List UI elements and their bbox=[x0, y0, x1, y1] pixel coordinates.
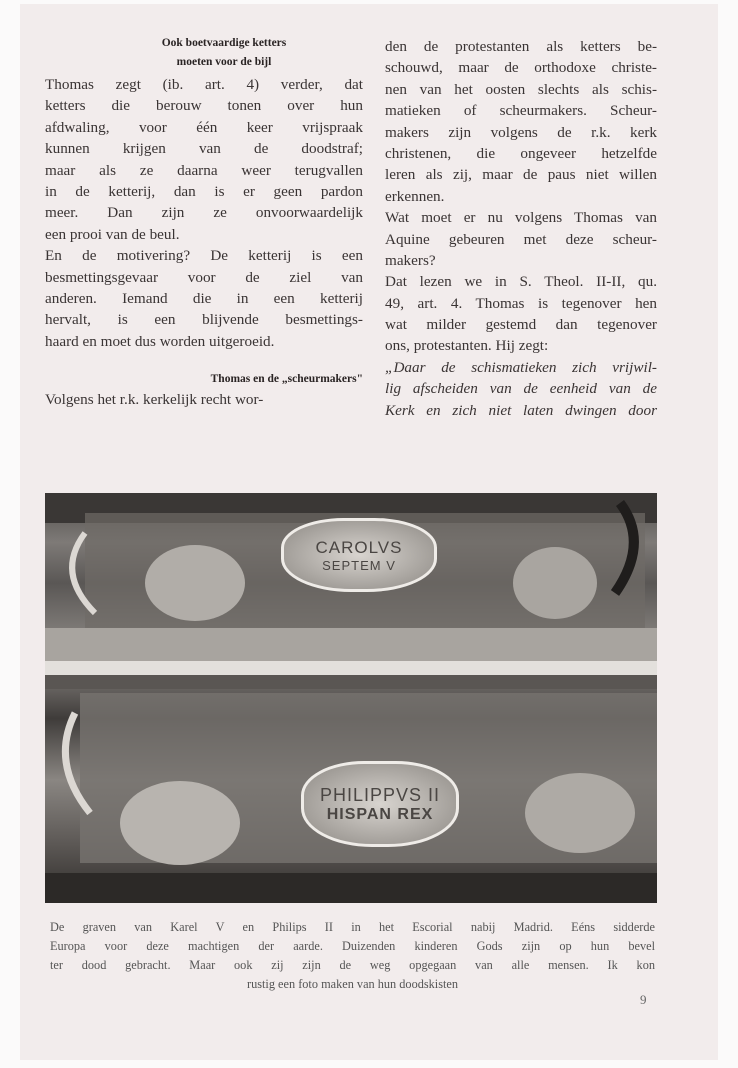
photo-caption bbox=[50, 918, 655, 994]
text-line: En de motivering? De ketterij is een bbox=[45, 247, 363, 265]
text-line: nen van het oosten slechts als schis- bbox=[385, 80, 657, 98]
text-line: „Daar de schismatieken zich vrijwil- bbox=[385, 358, 657, 376]
text-line: christenen, die ongeveer hetzelfde bbox=[385, 144, 657, 162]
caption-line: rustig een foto maken van hun doodskisten bbox=[246, 977, 459, 991]
text-line: Dat lezen we in S. Theol. II-II, qu. bbox=[385, 273, 657, 291]
text-line: haard en moet dus worden uitgeroeid. bbox=[45, 332, 275, 350]
text-line: een prooi van de beul. bbox=[45, 225, 180, 243]
page-number: 9 bbox=[640, 992, 647, 1007]
text-line: kunnen krijgen van de doodstraf; bbox=[45, 140, 363, 158]
tomb-photo bbox=[45, 493, 657, 903]
section-heading: Thomas en de „scheurmakers" bbox=[210, 373, 363, 386]
text-line: ons, protestanten. Hij zegt: bbox=[385, 337, 549, 355]
right-column bbox=[385, 36, 657, 421]
text-line: Wat moet er nu volgens Thomas van bbox=[385, 209, 657, 227]
inscription-carolus: CAROLVS SEPTEM V bbox=[281, 518, 437, 592]
text-line: schouwd, maar de orthodoxe christe- bbox=[385, 59, 657, 77]
caption-line: Europa voor deze machtigen der aarde. Duizenden kinderen Gods zijn op hun bevel bbox=[50, 939, 655, 953]
text-line: Thomas zegt (ib. art. 4) verder, dat bbox=[45, 76, 363, 93]
text-line: maar als ze daarna weer terugvallen bbox=[45, 161, 363, 179]
text-line: meer. Dan zijn ze onvoorwaardelijk bbox=[45, 204, 363, 222]
text-line: anderen. Iemand die in een ketterij bbox=[45, 289, 363, 307]
text-line: lig afscheiden van de eenheid van de bbox=[385, 380, 657, 398]
text-line: hervalt, is een blijvende besmettings- bbox=[45, 311, 363, 329]
text-line: ketters die berouw tonen over hun bbox=[45, 97, 363, 115]
text-line: wat milder gestemd dan tegenover bbox=[385, 316, 657, 334]
section-heading: Ook boetvaardige ketters bbox=[161, 37, 287, 49]
text-line: leren als zij, maar de paus niet willen bbox=[385, 166, 657, 184]
text-line: Aquine gebeuren met deze scheur- bbox=[385, 230, 657, 248]
text-line: erkennen. bbox=[385, 187, 445, 205]
text-line: afdwaling, voor één keer vrijspraak bbox=[45, 118, 363, 136]
text-line: makers zijn volgens de r.k. kerk bbox=[385, 123, 657, 141]
inscription-philippus: PHILIPPVS II HISPAN REX bbox=[301, 761, 459, 847]
text-line: besmettingsgevaar voor de ziel van bbox=[45, 268, 363, 286]
text-line: Kerk en zich niet laten dwingen door bbox=[385, 401, 657, 419]
text-line: in de ketterij, dan is er geen pardon bbox=[45, 182, 363, 200]
text-line: 49, art. 4. Thomas is tegenover hen bbox=[385, 294, 657, 312]
left-column bbox=[45, 34, 363, 410]
text-line: makers? bbox=[385, 251, 436, 269]
caption-line: De graven van Karel V en Philips II in het Escorial nabij Madrid. Eéns sidderde bbox=[50, 920, 655, 934]
text-line: matieken of scheurmakers. Scheur- bbox=[385, 102, 657, 120]
text-line: Volgens het r.k. kerkelijk recht wor- bbox=[45, 391, 264, 409]
text-line: den de protestanten als ketters be- bbox=[385, 38, 657, 55]
caption-line: ter dood gebracht. Maar ook zij zijn de weg opgegaan van alle mensen. Ik kon bbox=[50, 958, 655, 972]
section-heading: moeten voor de bijl bbox=[176, 56, 272, 68]
